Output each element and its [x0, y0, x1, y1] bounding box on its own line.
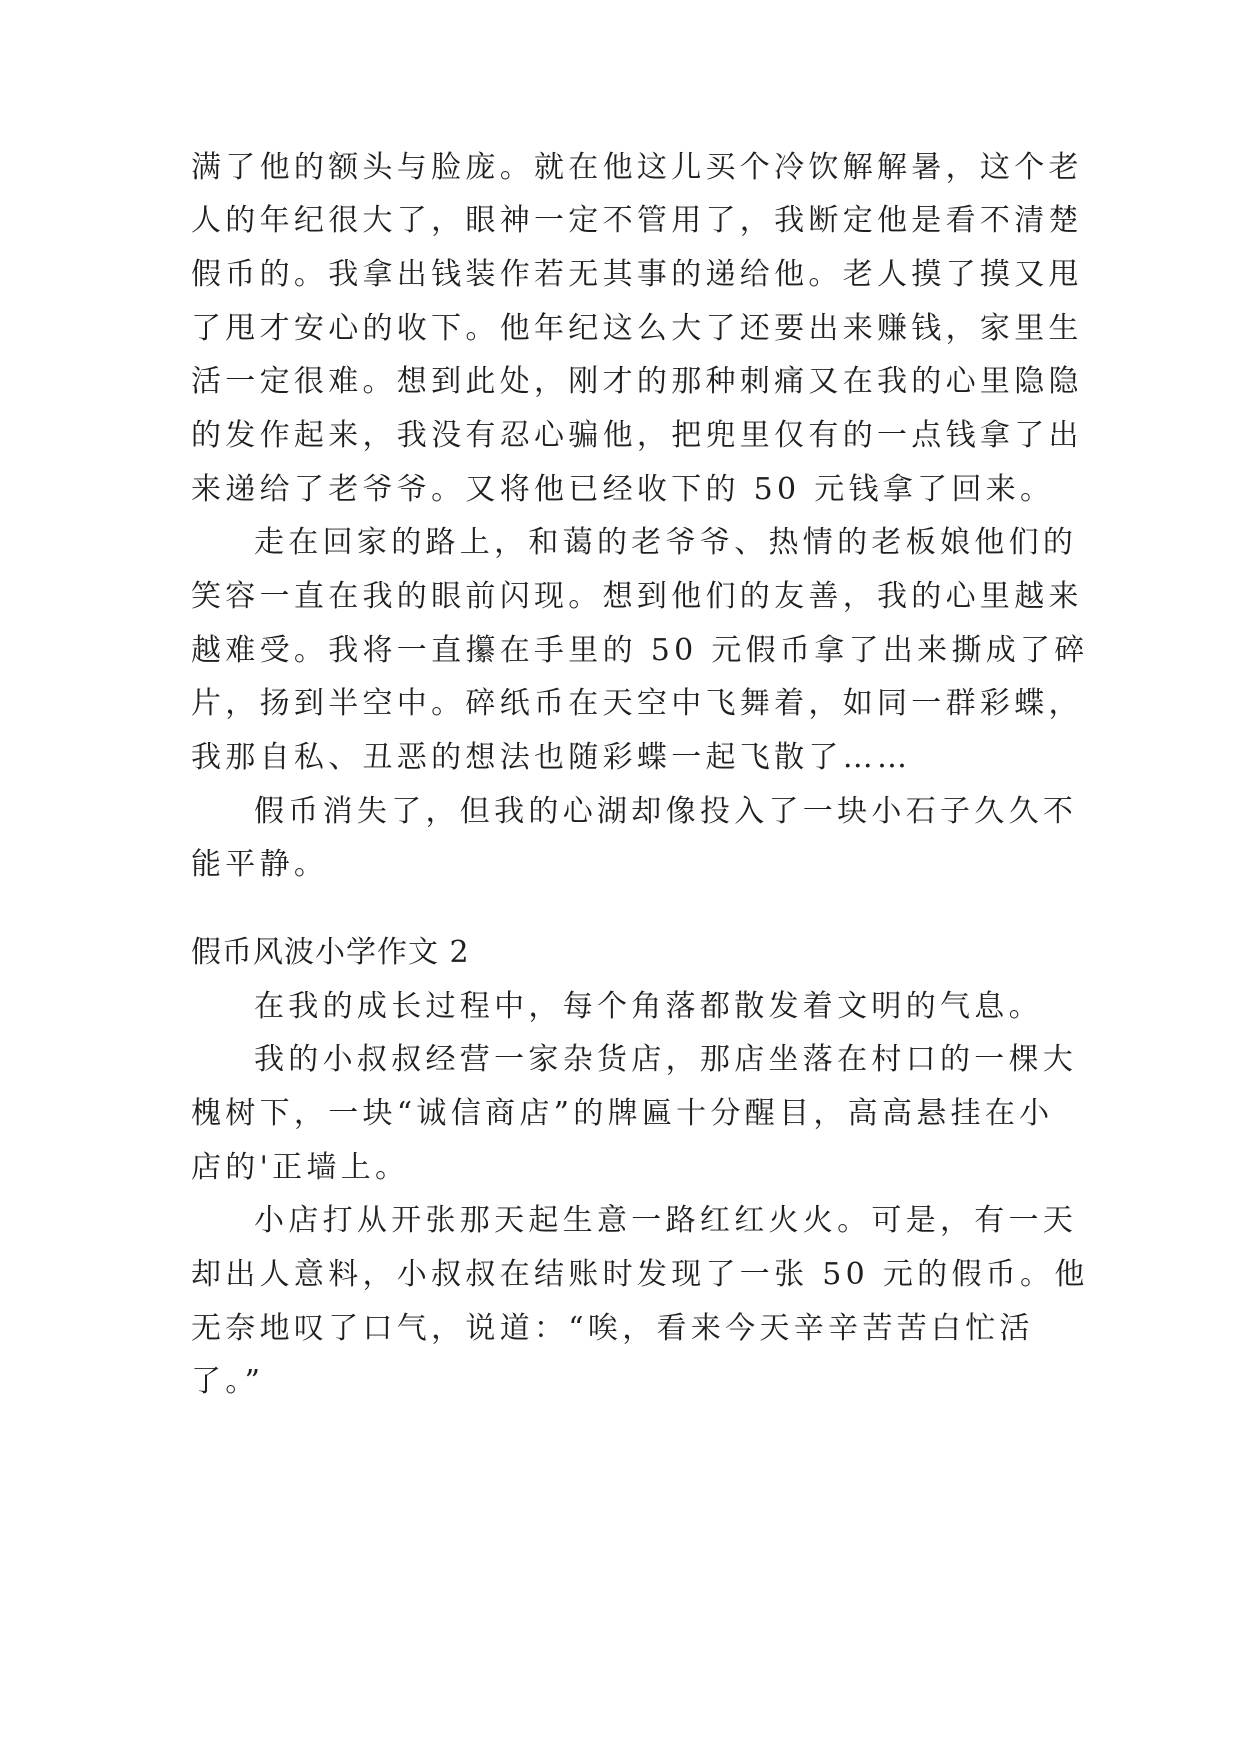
text-line: 了。”: [191, 1364, 265, 1399]
paragraph-first-line: 小店打从开张那天起生意一路红红火火。可是，有一天: [254, 1203, 1078, 1238]
text-line: 槐树下，一块“诚信商店”的牌匾十分醒目，高高悬挂在小: [191, 1096, 1054, 1131]
text-line: 人的年纪很大了，眼神一定不管用了，我断定他是看不清楚: [191, 203, 1083, 238]
paragraph-first-line: 走在回家的路上，和蔼的老爷爷、热情的老板娘他们的: [254, 525, 1078, 560]
text-line: 越难受。我将一直攥在手里的 50 元假币拿了出来撕成了碎: [191, 633, 1089, 668]
text-line: 能平静。: [191, 847, 329, 882]
text-line: 假币的。我拿出钱装作若无其事的递给他。老人摸了摸又甩: [191, 257, 1083, 292]
section-heading: 假币风波小学作文 2: [191, 935, 470, 970]
text-line: 满了他的额头与脸庞。就在他这儿买个冷饮解解暑，这个老: [191, 150, 1083, 185]
text-line: 笑容一直在我的眼前闪现。想到他们的友善，我的心里越来: [191, 579, 1083, 614]
paragraph-first-line: 在我的成长过程中，每个角落都散发着文明的气息。: [254, 989, 1043, 1024]
text-line: 片，扬到半空中。碎纸币在天空中飞舞着，如同一群彩蝶，: [191, 686, 1083, 721]
text-line: 我那自私、丑恶的想法也随彩蝶一起飞散了……: [191, 740, 912, 775]
text-line: 的发作起来，我没有忍心骗他，把兜里仅有的一点钱拿了出: [191, 418, 1083, 453]
text-line: 无奈地叹了口气，说道：“唉，看来今天辛辛苦苦白忙活: [191, 1311, 1034, 1346]
paragraph-first-line: 我的小叔叔经营一家杂货店，那店坐落在村口的一棵大: [254, 1042, 1078, 1077]
text-line: 店的'正墙上。: [191, 1150, 410, 1185]
paragraph-first-line: 假币消失了，但我的心湖却像投入了一块小石子久久不: [254, 794, 1078, 829]
text-line: 来递给了老爷爷。又将他已经收下的 50 元钱拿了回来。: [191, 472, 1055, 507]
text-line: 却出人意料，小叔叔在结账时发现了一张 50 元的假币。他: [191, 1257, 1089, 1292]
text-line: 活一定很难。想到此处，刚才的那种刺痛又在我的心里隐隐: [191, 364, 1083, 399]
text-line: 了甩才安心的收下。他年纪这么大了还要出来赚钱，家里生: [191, 311, 1083, 346]
